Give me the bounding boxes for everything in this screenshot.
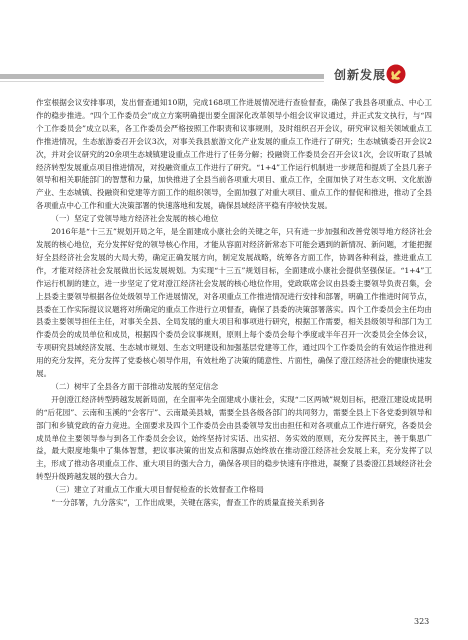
- party-emblem-icon: [386, 64, 406, 84]
- page-number: 323: [414, 617, 430, 626]
- section-heading: （三）建立了对重点工作重大项目督促检查的长效督查工作格局: [51, 485, 264, 495]
- page-header: [0, 0, 468, 100]
- header-rule: [0, 81, 324, 82]
- paragraph: 开创澄江经济转型跨越发展新局面，在全面率先全面建成小康社会，实现“二区两城”规划目标，把澄江建设成昆明的“后花园”、云南和玉溪的“会客厅”、云南最美县城，需要全县各级各部门的共同努力，需要全县上下各党委到领导和部门和乡镇党政的奋力竞进。全面要求及四个工作委员会由县委领导发出由担任和对各项重点工作进行研究，各委员会成员单位主要领导参与到各工作委员会会议，始终坚持讨实话、出实招、务实效的原则，充分发挥民主，善于集思广益，最大限度地集中了集体智慧，把议事决策的出发点和落脚点始终放在推动澄江经济社会发展上来，充分发挥了以主，形成了推动各项重点工作、重大项目的强大合力，确保各项目的稳步快速有序推进，凝聚了县委澄江县域经济社会转型升级跨越发展的强大合力。: [36, 394, 432, 482]
- paragraph: “一分部署，九分落实”，工作出成果，关键在落实，督查工作的质量直接关系到各: [51, 498, 325, 508]
- section-heading: （一）坚定了党领导地方经济社会发展的核心地位: [51, 214, 219, 224]
- paragraph: 作室根据会议安排事项，发出督查通知10期，完成168项工作进展情况进行查验督查，确保了我县各项重点、中心工作的稳步推进。“四个工作委员会”成立方案明确提出要全面深化改革领导小组会议审议通过，并正式发文执行，与“四个工作委员会”成立以来，各工作委员会严格按照工作职责和议事规则，及时组织召开会议，研究审议相关领域重点工作推进情况，生态旅游委召开会议3次，对事关我县旅游文化产业发展的重点工作进行了研究；生态城镇委召开会议2次，并对会议研究的20余项生态城镇建设重点工作进行了任务分解；投融资工作委员会召开会议1次，会议听取了县城经济转型发展重点项目推进情况，对投融资重点工作进行了研究。“1+4”工作运行机制进一步规范和提质了全县几套子领导和相关职能部门的智慧和力量，加快推进了全县当前各项重大项目、重点工作，全面加快了对生态文明、文化旅游产业、生态城镇、投融资和党建等方面工作的组织领导，全面加强了对重大项目、重点工作的督促和推进，推动了全县各项重点中心工作和重大决策部署的快速落地和发展，确保县域经济平稳有序较快发展。: [36, 98, 432, 211]
- paragraph: 2016年是“十三五”规划开局之年，是全面建成小康社会的关键之年，只有进一步加强和改善党领导地方经济社会发展的核心地位，充分发挥好党的领导核心作用，才能从容面对经济新常态下可能会遇到的新情况、新问题，才能把握好全县经济社会发展的大局大势，确定正确发展方向，制定发展战略，统筹各方面工作，协调各种利益，推进重点工作，才能对经济社会发展做出长远发展规划。为实现“十三五”规划目标，全面建成小康社会提供坚强保证。“1+4”工作运行机制的建立，进一步坚定了党对澄江经济社会发展的核心地位作用，党政联席会议由县委主要领导负责召集，会上县委主要领导根据各位处级领导工作进展情况，对各项重点工作推进情况进行安排和部署，明确工作推进时间节点，县委在工作实际提议议题将对所确定的重点工作进行立项督查，确保了县委的决策部署落实。四个工作委员会主任均由县委主要领导担任主任，对事关全县、全局发展的重大项目和事项进行研究，根据工作需要，相关县级领导和部门为工作委员会的成员单位和成员，根据四个委员会议事规则，原则上每个委员会每个季度或半年召开一次委员会全体会议，专项研究县域经济发展、生态城市规划、生态文明建设和加强基层党建等工作，通过四个工作委员会的有效运作推进利用的充分发挥，充分发挥了党委核心领导作用，有效杜绝了决策的随意性、片面性，确保了澄江经济社会的健康快速发展。: [36, 227, 432, 379]
- section-title: 创新发展: [334, 68, 387, 82]
- article-body: [36, 97, 432, 510]
- header-stripe: [0, 74, 324, 79]
- section-heading: （二）树牢了全县各方面干部推动发展的坚定信念: [51, 381, 219, 391]
